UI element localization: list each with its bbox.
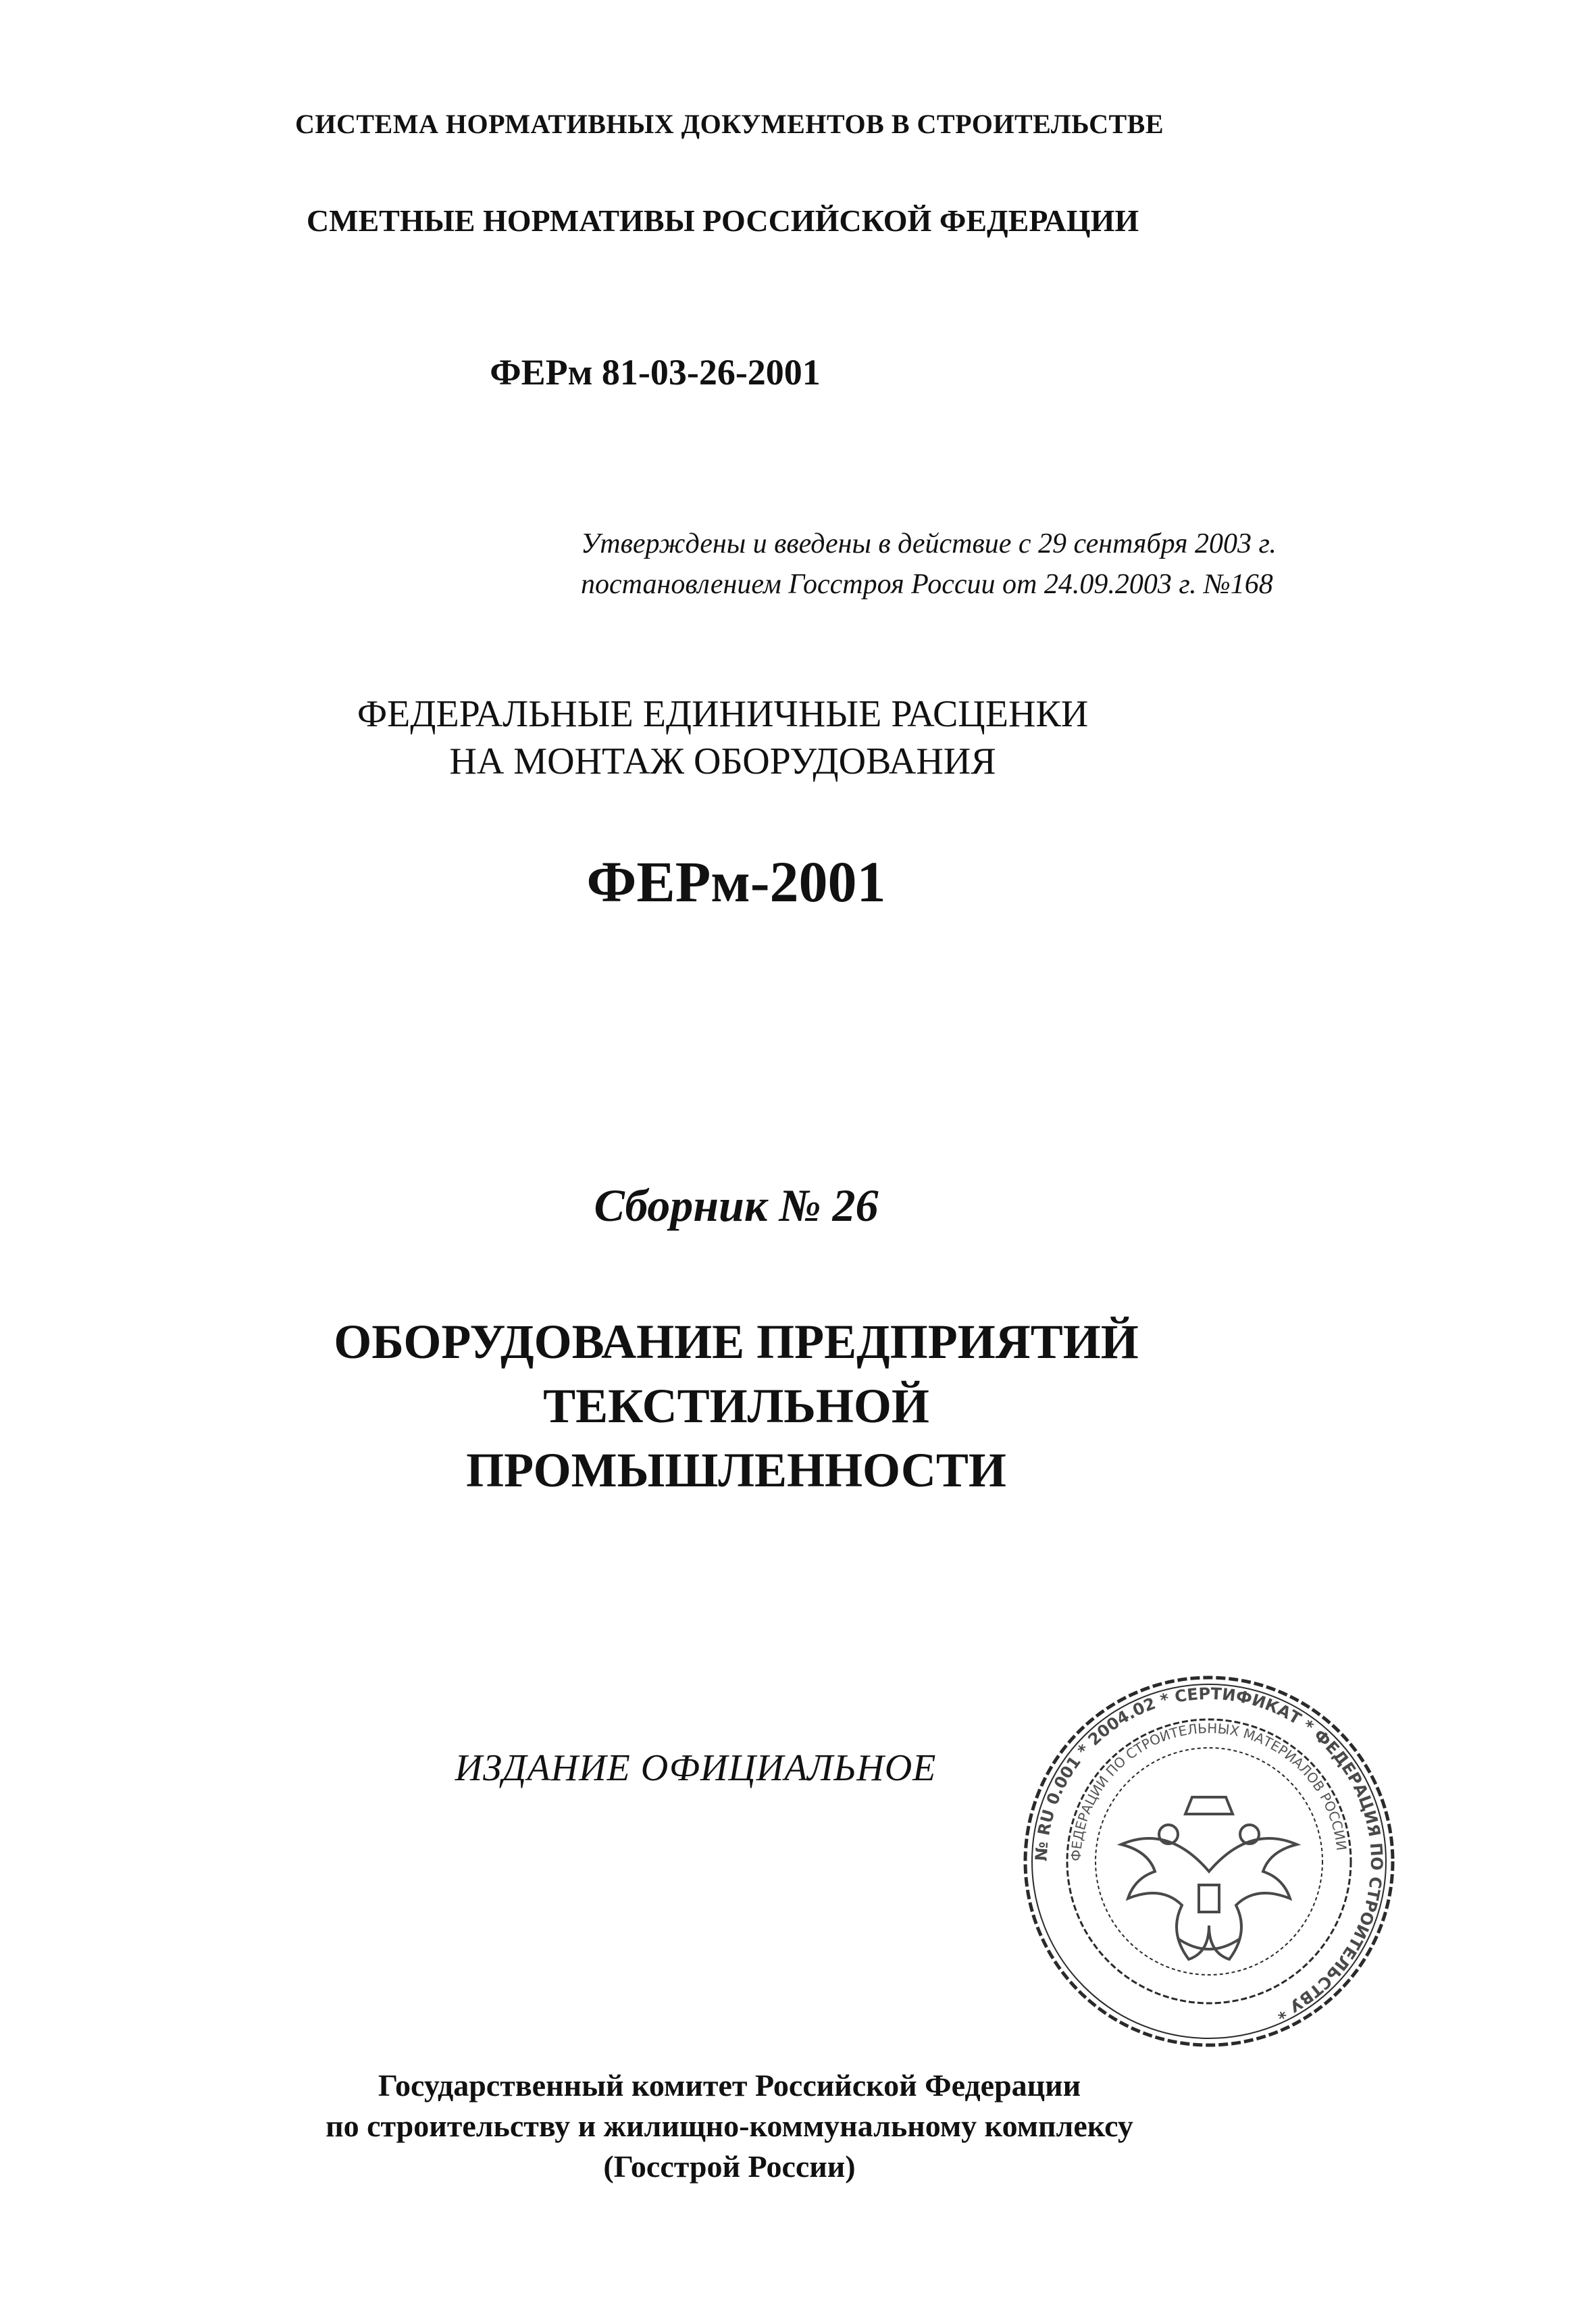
approval-note <box>581 524 1459 605</box>
standards-title: СМЕТНЫЕ НОРМАТИВЫ РОССИЙСКОЙ ФЕДЕРАЦИИ <box>306 203 1139 238</box>
publisher-line-3: (Госстрой России) <box>603 2149 856 2184</box>
section-title-line-3: ПРОМЫШЛЕННОСТИ <box>466 1443 1006 1497</box>
approval-line-1: Утверждены и введены в действие с 29 сентября 2003 г. <box>581 528 1277 559</box>
approval-line-2: постановлением Госстроя России от 24.09.2003 г. №168 <box>581 569 1273 600</box>
rates-title-line-2: НА МОНТАЖ ОБОРУДОВАНИЯ <box>449 740 996 782</box>
document-code: ФЕРм 81-03-26-2001 <box>490 352 821 393</box>
publisher-line-2: по строительству и жилищно-коммунальному комплексу <box>326 2109 1133 2143</box>
series-title: СИСТЕМА НОРМАТИВНЫХ ДОКУМЕНТОВ В СТРОИТЕЛЬСТВЕ <box>294 109 1164 139</box>
edition-label: ИЗДАНИЕ ОФИЦИАЛЬНОЕ <box>455 1747 937 1789</box>
ferm-title: ФЕРм-2001 <box>586 849 886 914</box>
svg-text:ФЕДЕРАЦИИ ПО СТРОИТЕЛЬНЫХ МАТЕ <box>1068 1720 1350 1861</box>
rates-title-line-1: ФЕДЕРАЛЬНЫЕ ЕДИНИЧНЫЕ РАСЦЕНКИ <box>357 693 1089 735</box>
section-title-line-2: ТЕКСТИЛЬНОЙ <box>543 1379 929 1433</box>
stamp-inner-text: ФЕДЕРАЦИИ ПО СТРОИТЕЛЬНЫХ МАТЕРИАЛОВ РОССИИ <box>1067 1719 1350 1862</box>
official-seal-stamp <box>1016 1669 1401 2054</box>
publisher-line-1: Государственный комитет Российской Федерации <box>378 2068 1081 2103</box>
stamp-outer-text: № RU 0.001 * 2004.02 * СЕРТИФИКАТ * ФЕДЕРАЦИЯ ПО СТРОИТЕЛЬСТВУ * <box>1031 1684 1387 2023</box>
collection-label: Сборник № 26 <box>594 1180 879 1231</box>
double-headed-eagle-icon <box>1121 1797 1297 1959</box>
section-title-line-1: ОБОРУДОВАНИЕ ПРЕДПРИЯТИЙ <box>334 1315 1139 1369</box>
